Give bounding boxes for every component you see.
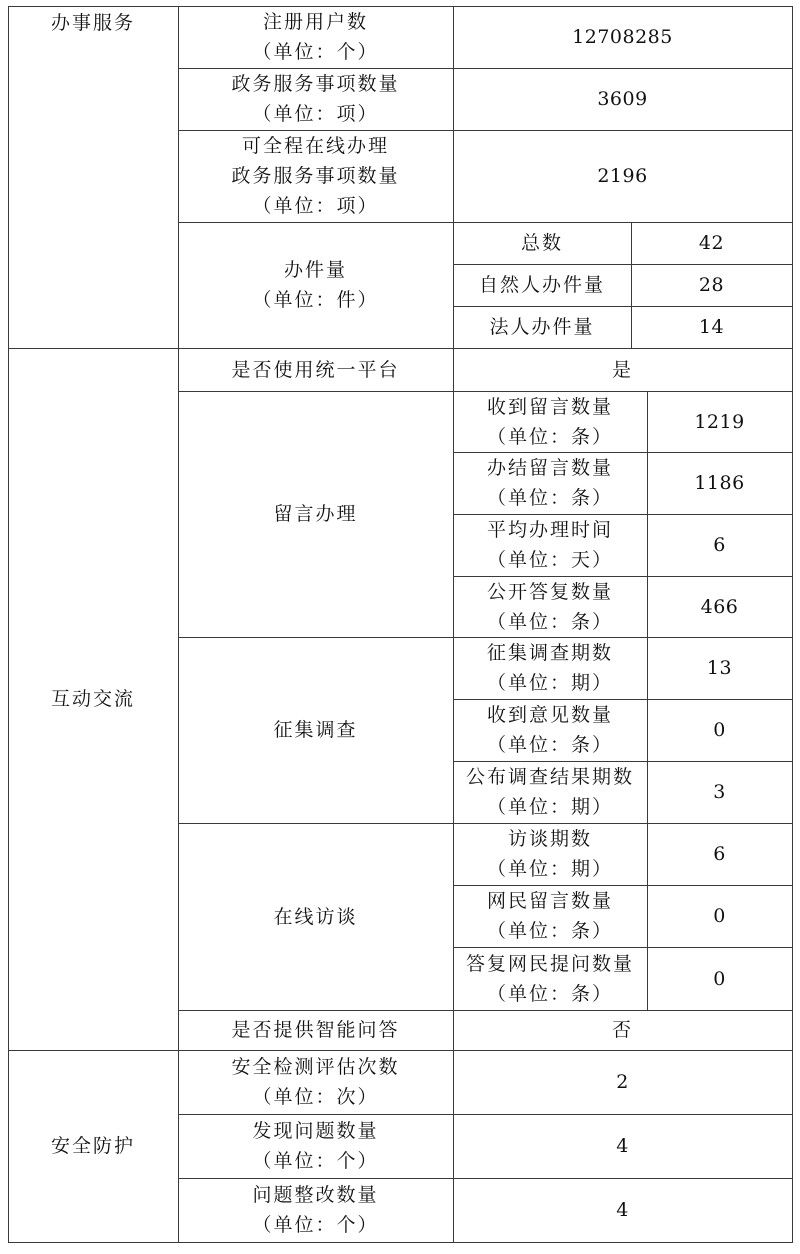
label-name: 总数 xyxy=(520,232,563,254)
value-text: 2 xyxy=(616,1071,629,1093)
messages-avg-time-value xyxy=(647,514,792,576)
label-name: 公开答复数量 xyxy=(486,580,613,603)
messages-received-value xyxy=(647,391,792,452)
messages-public-replies-value xyxy=(647,576,792,637)
label-unit: （单位：个） xyxy=(252,1214,379,1236)
value-text: 12708285 xyxy=(572,26,673,48)
label-name: 政务服务事项数量 xyxy=(231,165,400,187)
label-name: 公布调查结果期数 xyxy=(465,766,634,788)
label-unit: （单位：条） xyxy=(486,734,613,756)
value-text: 3609 xyxy=(597,88,648,110)
section-label-text: 安全防护 xyxy=(50,1135,135,1157)
label-name: 征集调查期数 xyxy=(486,642,613,664)
messages-closed-value xyxy=(647,452,792,514)
label-name: 可全程在线办理 xyxy=(241,135,389,157)
cases-label xyxy=(178,222,453,348)
value-text: 0 xyxy=(713,905,726,927)
survey-opinions-value xyxy=(647,699,792,761)
value-text: 0 xyxy=(713,719,726,741)
label-name: 办结留言数量 xyxy=(486,457,613,479)
interview-answers-label xyxy=(453,947,647,1010)
label-name: 是否使用统一平台 xyxy=(231,358,400,381)
cases-total-label xyxy=(453,222,631,264)
label-name: 问题整改数量 xyxy=(252,1184,379,1206)
label-unit: （单位：项） xyxy=(252,195,379,217)
label-name: 平均办理时间 xyxy=(486,519,613,541)
label-name: 发现问题数量 xyxy=(252,1120,379,1142)
registered-users-label xyxy=(178,6,453,68)
problems-value xyxy=(453,1114,792,1178)
section-label-security xyxy=(8,1050,178,1242)
survey-periods-value xyxy=(647,637,792,699)
label-unit: （单位：天） xyxy=(486,549,613,571)
messages-avg-time-label xyxy=(453,514,647,576)
survey-results-label xyxy=(453,761,647,823)
service-items-label xyxy=(178,68,453,130)
label-unit: （单位：期） xyxy=(486,858,613,880)
value-text: 是 xyxy=(611,358,633,381)
problems-label xyxy=(178,1114,453,1178)
value-text: 1186 xyxy=(694,472,745,494)
interview-periods-value xyxy=(647,823,792,885)
value-text: 42 xyxy=(698,232,725,254)
smart-qa-label xyxy=(178,1010,453,1050)
label-unit: （单位：项） xyxy=(252,103,379,125)
service-items-value xyxy=(453,68,792,130)
value-text: 466 xyxy=(700,595,739,618)
unified-platform-value xyxy=(453,348,792,391)
messages-closed-label xyxy=(453,452,647,514)
label-name: 法人办件量 xyxy=(489,316,595,338)
label-name: 收到意见数量 xyxy=(486,704,613,726)
label-unit: （单位：条） xyxy=(486,610,613,633)
table-border-bottom xyxy=(8,1242,793,1243)
cases-total-value xyxy=(631,222,792,264)
label-name: 收到留言数量 xyxy=(486,395,613,418)
value-text: 13 xyxy=(706,657,733,679)
interview-periods-label xyxy=(453,823,647,885)
survey-periods-label xyxy=(453,637,647,699)
interview-netizen-msgs-label xyxy=(453,885,647,947)
value-text: 0 xyxy=(713,967,726,990)
unified-platform-label xyxy=(178,348,453,391)
label-unit: （单位：件） xyxy=(252,289,379,311)
value-text: 6 xyxy=(713,843,726,865)
value-text: 1219 xyxy=(694,410,745,433)
value-text: 4 xyxy=(616,1135,629,1157)
messages-group-label xyxy=(178,391,453,637)
label-name: 留言办理 xyxy=(273,503,358,525)
fixed-value xyxy=(453,1178,792,1242)
messages-public-replies-label xyxy=(453,576,647,637)
label-name: 办件量 xyxy=(283,259,347,281)
value-text: 否 xyxy=(611,1019,633,1041)
online-items-label xyxy=(178,130,453,222)
label-name: 网民留言数量 xyxy=(486,890,613,912)
survey-group-label xyxy=(178,637,453,823)
table-border-right xyxy=(792,6,793,1243)
label-name: 自然人办件量 xyxy=(478,274,605,296)
messages-received-label xyxy=(453,391,647,452)
value-text: 4 xyxy=(616,1199,629,1221)
cases-natural-value xyxy=(631,264,792,306)
label-name: 安全检测评估次数 xyxy=(231,1056,400,1078)
label-name: 是否提供智能问答 xyxy=(231,1019,400,1041)
cases-legal-label xyxy=(453,306,631,348)
label-unit: （单位：期） xyxy=(486,672,613,694)
label-unit: （单位：个） xyxy=(252,41,379,63)
interview-group-label xyxy=(178,823,453,1010)
value-text: 2196 xyxy=(597,165,648,187)
section-label-text: 办事服务 xyxy=(50,12,135,34)
cases-natural-label xyxy=(453,264,631,306)
section-label-interaction xyxy=(8,348,178,1050)
registered-users-value xyxy=(453,6,792,68)
label-unit: （单位：条） xyxy=(486,920,613,942)
section-label-service xyxy=(8,6,178,348)
interview-netizen-msgs-value xyxy=(647,885,792,947)
value-text: 3 xyxy=(713,781,726,803)
survey-opinions-label xyxy=(453,699,647,761)
smart-qa-value xyxy=(453,1010,792,1050)
label-unit: （单位：条） xyxy=(486,425,613,448)
label-unit: （单位：次） xyxy=(252,1086,379,1108)
value-text: 14 xyxy=(698,316,725,338)
label-unit: （单位：条） xyxy=(486,487,613,509)
label-name: 答复网民提问数量 xyxy=(465,952,634,975)
fixed-label xyxy=(178,1178,453,1242)
cases-legal-value xyxy=(631,306,792,348)
section-label-text: 互动交流 xyxy=(50,688,135,710)
label-name: 在线访谈 xyxy=(273,905,358,928)
label-name: 征集调查 xyxy=(273,719,358,741)
online-items-value xyxy=(453,130,792,222)
assessments-label xyxy=(178,1050,453,1114)
interview-answers-value xyxy=(647,947,792,1010)
assessments-value xyxy=(453,1050,792,1114)
label-name: 访谈期数 xyxy=(507,828,592,850)
value-text: 6 xyxy=(713,534,726,556)
label-unit: （单位：个） xyxy=(252,1150,379,1172)
value-text: 28 xyxy=(698,274,725,296)
survey-results-value xyxy=(647,761,792,823)
label-unit: （单位：条） xyxy=(486,982,613,1005)
label-unit: （单位：期） xyxy=(486,796,613,818)
label-name: 政务服务事项数量 xyxy=(231,73,400,95)
label-name: 注册用户数 xyxy=(262,11,368,33)
